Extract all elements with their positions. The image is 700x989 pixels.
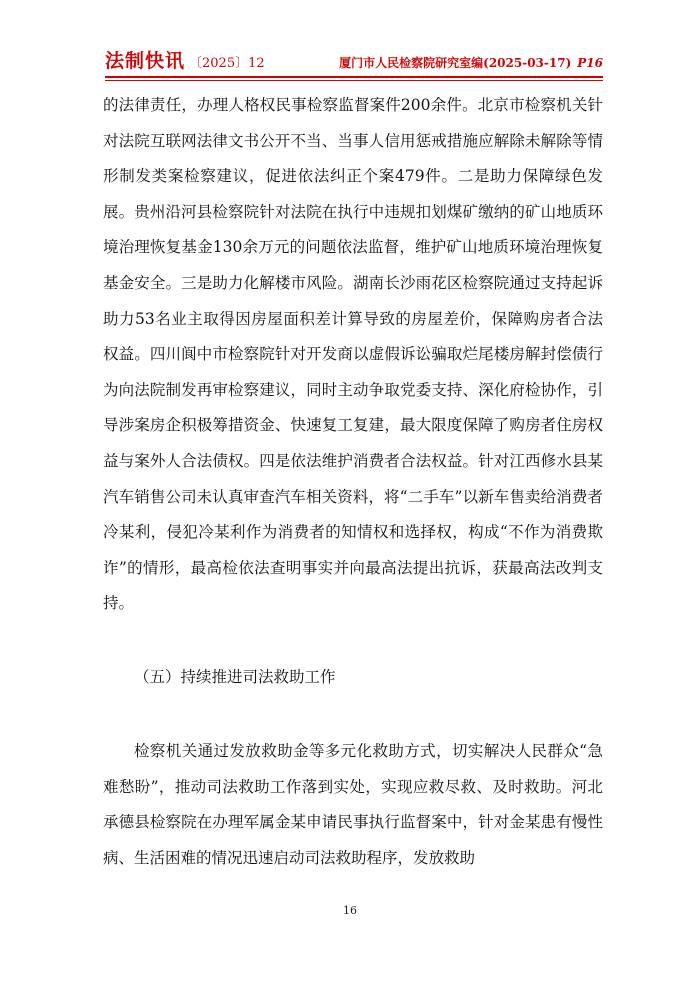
body-paragraph-continued: 的法律责任，办理人格权民事检察监督案件200余件。北京市检察机关针对法院互联网法律文书公开不当、当事人信用惩戒措施应解除未解除等情形制发类案检察建议，促进依法纠正个案479件。二是助力保障绿色发展。贵州沿河县检察院针对法院在执行中违规扣划煤矿缴纳的矿山地质环境治理恢复基金130余万元的问题依法监督，维护矿山地质环境治理恢复基金安全。三是助力化解楼市风险。湖南长沙雨花区检察院通过支持起诉助力53名业主取得因房屋面积差计算导致的房屋差价，保障购房者合法权益。四川阆中市检察院针对开发商以虚假诉讼骗取烂尾楼房解封偿债行为向法院制发再审检察建议，同时主动争取党委支持、深化府检协作，引导涉案房企积极筹措资金、快速复工复建，最大限度保障了购房者住房权益与案外人合法债权。四是依法维护消费者合法权益。针对江西修水县某汽车销售公司未认真审查汽车相关资料，将“二手车”以新车售卖给消费者冷某利，侵犯冷某利作为消费者的知情权和选择权，构成“不作为消费欺诈”的情形，最高检依法查明事实并向最高法提出抗诉，获最高法改判支持。: [103, 96, 603, 613]
header-left: [105, 46, 265, 73]
section-heading: （五）持续推进司法救助工作: [134, 667, 336, 686]
header-rule-thin: [105, 80, 603, 81]
header-rule-thick: [105, 76, 603, 78]
document-body: [103, 88, 603, 876]
page-tag: P16: [577, 56, 603, 70]
page-header: [105, 46, 603, 74]
publication-title: 法制快讯: [105, 50, 186, 72]
issue-label: 〔2025〕12: [189, 56, 265, 71]
page-number: 16: [343, 904, 357, 917]
source-label: 厦门市人民检察院研究室编(2025-03-17): [339, 56, 572, 70]
header-right: [339, 54, 603, 71]
body-paragraph: 检察机关通过发放救助金等多元化救助方式，切实解决人民群众“急难愁盼”，推动司法救助工作落到实处，实现应救尽救、及时救助。河北承德县检察院在办理军属金某申请民事执行监督案中，针对金某患有慢性病、生活困难的情况迅速启动司法救助程序，发放救助: [103, 741, 603, 867]
